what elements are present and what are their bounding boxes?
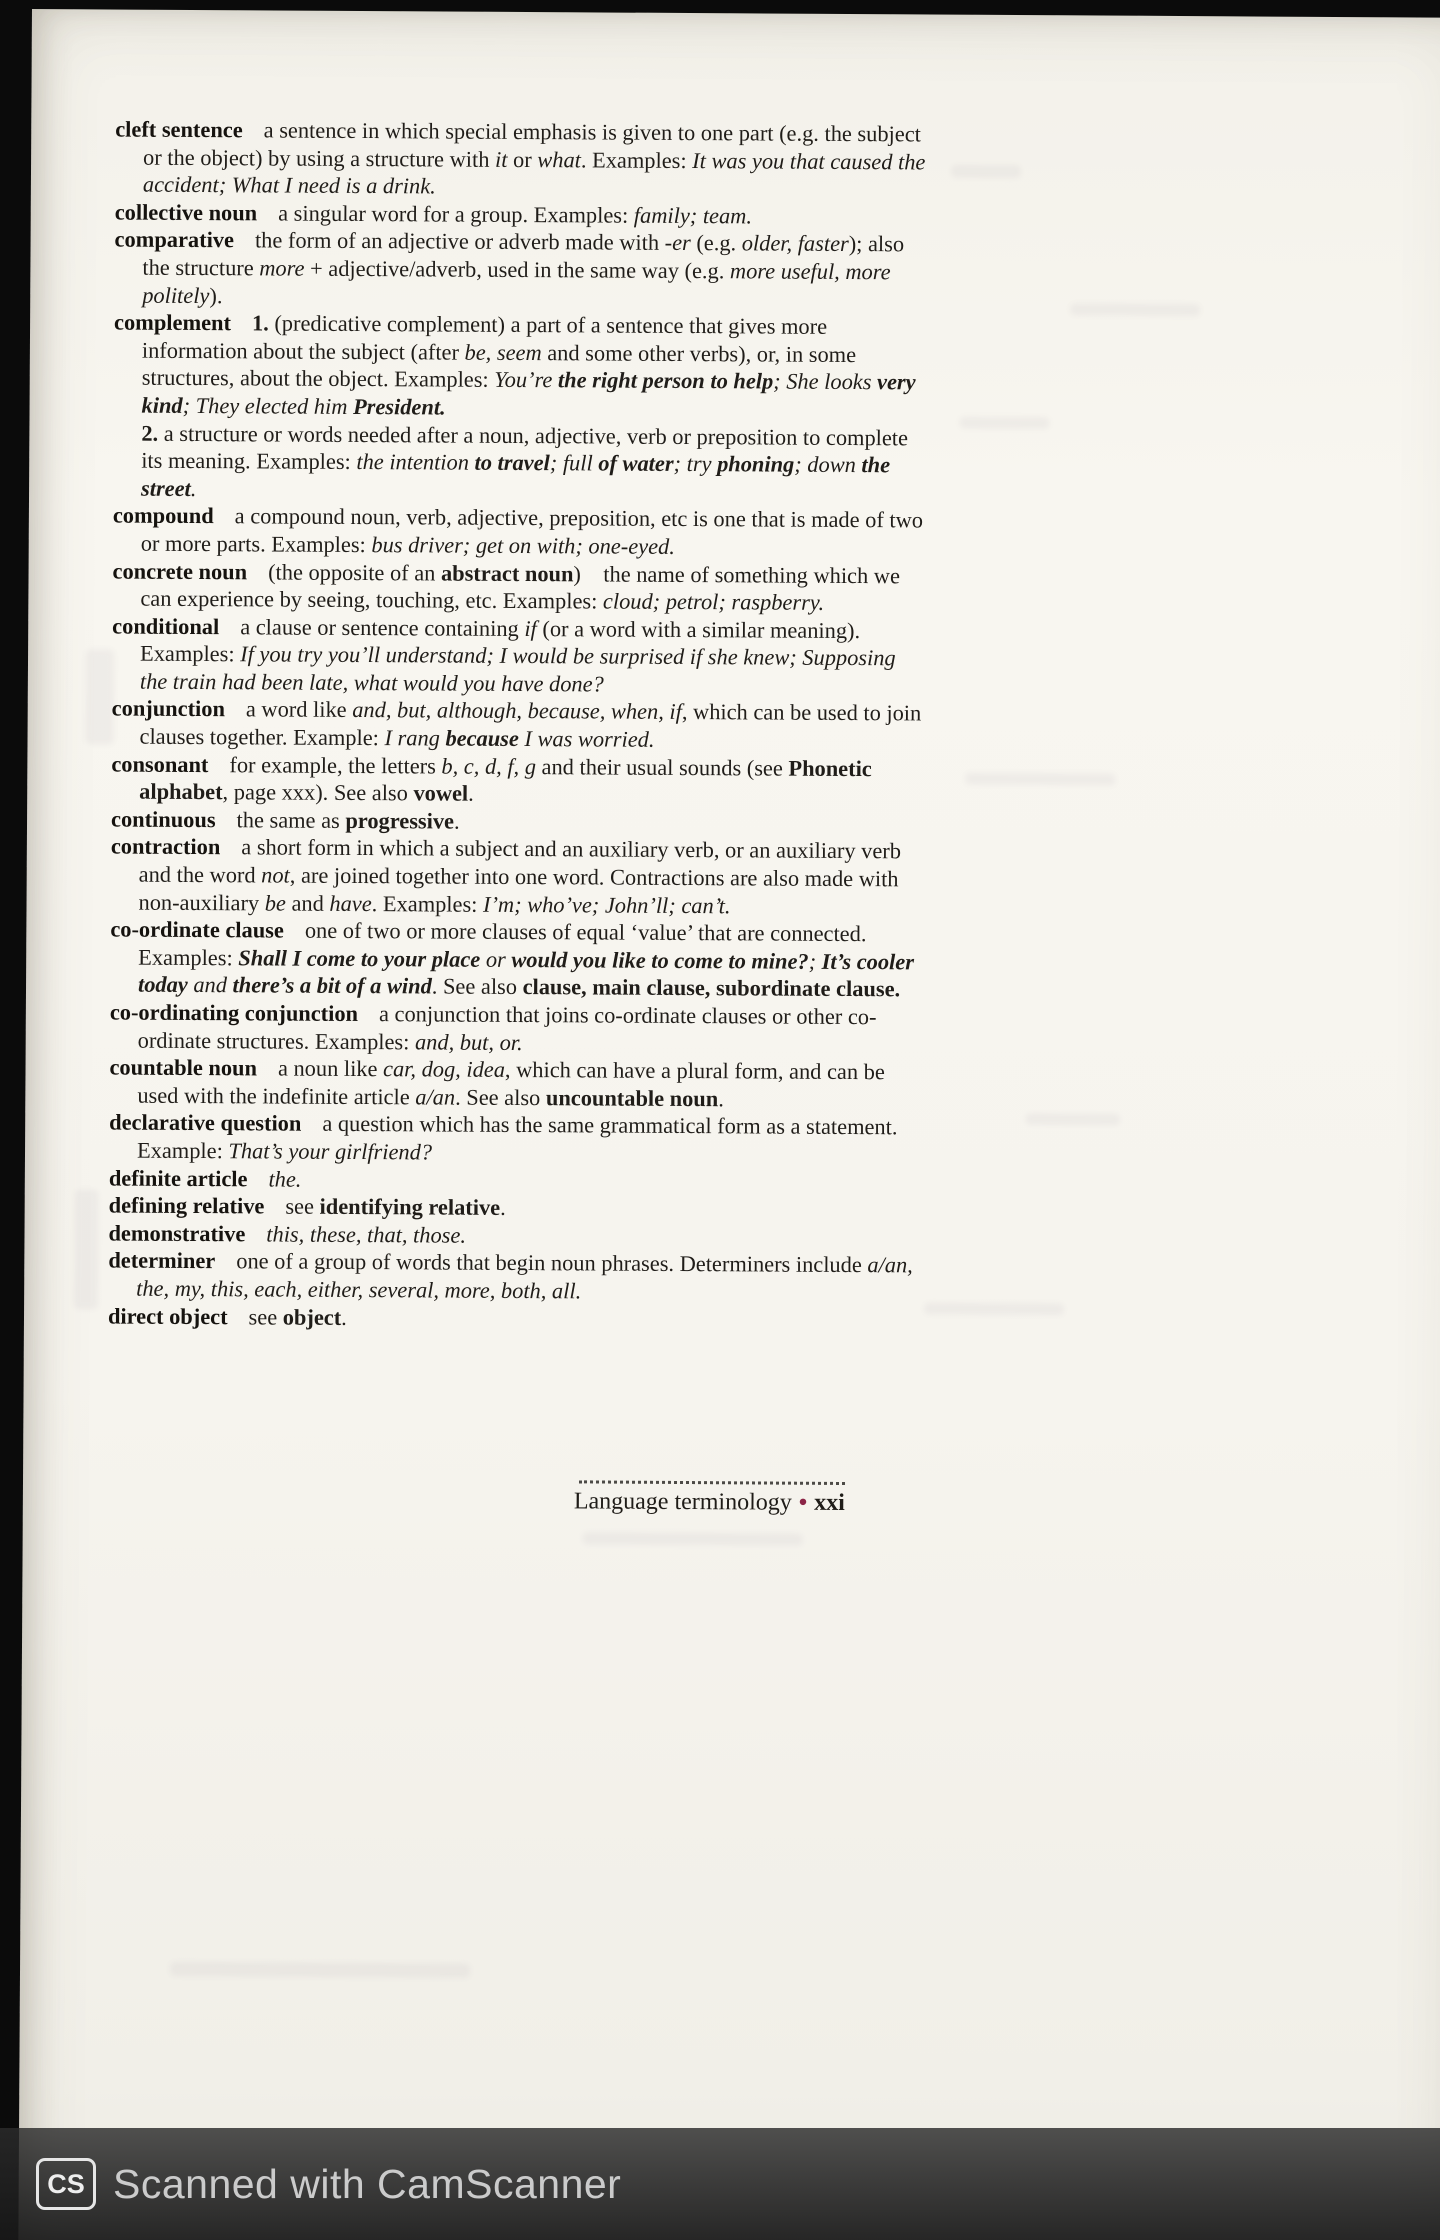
glossary-entry	[110, 916, 922, 1004]
text-run: 2.	[141, 420, 159, 446]
scan-bleed-smudge	[583, 1532, 803, 1545]
page-footer	[521, 1480, 845, 1517]
text-run: or	[480, 946, 512, 972]
text-run: .	[453, 808, 460, 834]
text-run: because	[445, 725, 519, 752]
text-run: and, but, or.	[414, 1028, 523, 1055]
text-run: That’s your girlfriend?	[228, 1138, 433, 1165]
scan-bleed-smudge	[951, 165, 1021, 178]
text-run: a structure or words needed after a noun, adjective, verb or preposition to complete its meaning. Examples:	[141, 420, 909, 475]
text-run: very kind	[141, 369, 916, 418]
text-run: uncountable noun	[545, 1084, 719, 1111]
text-run: a noun like	[277, 1055, 384, 1082]
text-run: , are joined together into one word. Contractions are also made with non-auxiliary	[138, 862, 899, 916]
text-run: , page xxx). See also	[222, 779, 414, 806]
text-run: and, but, although, because, when, if	[352, 697, 682, 725]
glossary-entry	[115, 116, 927, 204]
text-run: for example, the letters	[229, 751, 442, 779]
text-run: .	[500, 1195, 506, 1221]
text-run: not	[261, 862, 290, 888]
footer-section-label: Language terminology	[573, 1488, 792, 1516]
camscanner-logo-text: CS	[47, 2168, 85, 2199]
text-run: ;	[808, 948, 822, 974]
text-run: cloud; petrol; raspberry.	[602, 588, 825, 615]
camscanner-watermark-bar	[0, 2128, 1440, 2240]
glossary-entry	[109, 1054, 921, 1114]
entry-term: co-ordinating conjunction	[109, 999, 359, 1027]
glossary-entry	[114, 226, 926, 314]
text-run: and their usual sounds (see	[535, 753, 789, 781]
footer-dotted-line	[579, 1480, 845, 1485]
text-run: of water	[598, 450, 674, 477]
text-run: this, these, that, those.	[266, 1221, 467, 1248]
entry-first-paragraph	[114, 226, 926, 314]
text-run: if	[524, 615, 537, 641]
glossary-content	[108, 116, 927, 1335]
text-run: (the opposite of an	[268, 558, 442, 586]
text-run: a sentence in which special emphasis is given to one part (e.g. the subject or the object) by using a structure with	[143, 117, 921, 172]
text-run: it	[494, 146, 508, 172]
text-run: ; They elected him	[182, 392, 354, 419]
text-run: would you like to come to mine?	[511, 946, 809, 974]
glossary-entry	[113, 309, 926, 507]
scan-bleed-smudge	[965, 773, 1115, 786]
glossary-entry	[111, 750, 923, 810]
entry-first-paragraph	[111, 750, 923, 810]
footer-text	[521, 1488, 845, 1517]
text-run: object	[282, 1304, 342, 1330]
text-run: , which can have a plural form, and can be used with the indefinite article	[137, 1057, 885, 1110]
scan-bleed-smudge	[86, 649, 115, 744]
entry-term: definite article	[108, 1165, 248, 1191]
entry-first-paragraph	[108, 1192, 921, 1224]
glossary-entry	[110, 998, 922, 1058]
text-run: .	[190, 475, 197, 501]
entry-term: conditional	[112, 613, 220, 639]
footer-bullet: •	[798, 1489, 808, 1516]
glossary-entries	[108, 116, 927, 1335]
entry-term: compound	[112, 502, 214, 529]
text-run: (e.g.	[690, 230, 742, 256]
entry-term: complement	[114, 309, 232, 336]
entry-first-paragraph	[111, 695, 923, 755]
entry-first-paragraph	[112, 502, 925, 562]
scan-bleed-smudge	[1025, 1113, 1120, 1126]
entry-term: comparative	[114, 226, 235, 253]
entry-term: contraction	[110, 833, 221, 860]
text-run: identifying relative	[319, 1193, 501, 1221]
entry-term: conjunction	[111, 695, 226, 722]
text-run: and	[187, 972, 233, 998]
text-run: one of two or more clauses of equal ‘value’ that are connected. Examples:	[138, 917, 867, 971]
text-run: .	[718, 1085, 724, 1112]
glossary-entry	[111, 695, 923, 755]
entry-first-paragraph	[107, 1302, 920, 1334]
entry-first-paragraph	[112, 612, 924, 700]
entry-first-paragraph	[109, 1054, 921, 1114]
entry-first-paragraph	[109, 1109, 921, 1169]
text-run: and	[285, 890, 330, 916]
entry-first-paragraph	[115, 116, 927, 204]
text-run: ); also the structure	[142, 231, 905, 281]
entry-first-paragraph	[114, 309, 926, 424]
text-run: a short form in which a subject and an auxiliary verb, or an auxiliary verb and the word	[138, 834, 902, 888]
entry-term: concrete noun	[112, 558, 248, 584]
text-run: a conjunction that joins co-ordinate clauses or other co-ordinate structures. Examples:	[137, 1001, 877, 1054]
text-run: abstract noun	[440, 560, 574, 586]
entry-first-paragraph	[109, 999, 922, 1059]
text-run: progressive	[345, 807, 455, 834]
text-run: You’re	[494, 367, 559, 393]
text-run: see	[248, 1303, 283, 1330]
text-run: older, faster	[741, 230, 849, 257]
text-run: the right person to help	[557, 367, 774, 394]
camscanner-watermark-text: Scanned with CamScanner	[113, 2160, 622, 2207]
text-run: clause, main clause, subordinate clause.	[522, 974, 901, 1002]
text-run: the street	[141, 452, 891, 501]
text-run: ) the name of something which we can experience by seeing, touching, etc. Examples:	[140, 560, 901, 614]
text-run: a singular word for a group. Examples:	[278, 200, 634, 228]
text-run: -er	[664, 230, 691, 256]
text-run: the.	[268, 1166, 302, 1192]
entry-term: declarative question	[109, 1109, 302, 1137]
text-run: one of a group of words that begin noun phrases. Determiners include	[236, 1248, 868, 1278]
text-run: be	[264, 890, 286, 916]
entry-term: continuous	[110, 806, 216, 832]
scanned-book-page	[18, 9, 1440, 2240]
text-run: ; down	[794, 451, 862, 478]
text-run: . Examples:	[371, 890, 484, 917]
text-run: It was you that caused the accident; What I need is a drink.	[142, 147, 926, 199]
text-run: more	[259, 255, 305, 281]
entry-term: cleft sentence	[115, 116, 243, 143]
text-run: bus driver; get on with; one-eyed.	[371, 531, 675, 559]
text-run: a/an, the, my, this, each, either, several, more, both, all.	[136, 1252, 913, 1304]
entry-term: determiner	[108, 1247, 216, 1274]
text-run: see	[285, 1193, 320, 1219]
text-run: I’m; who’ve; John’ll; can’t.	[482, 891, 731, 918]
text-run: . See also	[431, 973, 523, 1000]
text-run: or	[507, 146, 538, 172]
entry-first-paragraph	[112, 557, 924, 617]
entry-term: defining relative	[108, 1192, 265, 1219]
text-run: have	[329, 890, 372, 916]
text-run: family; team.	[633, 202, 753, 229]
text-run: .	[468, 780, 474, 806]
text-run: a word like	[245, 696, 353, 723]
text-run: ; full	[549, 450, 599, 476]
text-run: President.	[352, 393, 446, 420]
text-run: Shall I come to your place	[238, 945, 481, 972]
glossary-entry	[108, 1302, 920, 1335]
text-run: Phonetic alphabet	[139, 755, 872, 805]
footer-page-number: xxi	[814, 1489, 845, 1516]
entry-continuation-paragraph	[141, 419, 925, 507]
text-run: and some other verbs), or, in some structures, about the object. Examples:	[141, 339, 857, 393]
text-run: the intention	[356, 449, 475, 475]
glossary-entry	[109, 1109, 921, 1169]
entry-term: co-ordinate clause	[110, 916, 284, 943]
scan-bleed-smudge	[959, 417, 1049, 430]
text-run: + adjective/adverb, used in the same way (e.g.	[304, 255, 731, 284]
text-run: more useful, more politely	[142, 258, 891, 308]
glossary-entry	[112, 557, 924, 617]
text-run: I rang	[384, 725, 446, 751]
glossary-entry	[110, 833, 922, 921]
text-run: car, dog, idea	[383, 1056, 506, 1083]
text-run: . See also	[455, 1084, 546, 1110]
text-run: (predicative complement) a part of a sentence that gives more information about the subject (after	[141, 310, 828, 365]
text-run: the form of an adjective or adverb made with	[254, 227, 665, 256]
text-run: a/an	[415, 1084, 456, 1110]
text-run: ; try	[673, 451, 718, 477]
text-run: I was worried.	[518, 726, 655, 752]
entry-term: consonant	[111, 751, 209, 777]
text-run: there’s a bit of a wind	[232, 972, 432, 999]
glossary-entry	[112, 612, 924, 700]
text-run: a question which has the same grammatical form as a statement. Example:	[136, 1111, 898, 1164]
text-run: 1.	[251, 310, 269, 336]
glossary-entry	[113, 502, 925, 562]
text-run: .	[341, 1304, 347, 1330]
text-run: what	[537, 146, 581, 172]
text-run: , which can be used to join clauses together. Example:	[139, 699, 922, 751]
entry-term: collective noun	[114, 199, 258, 226]
text-run: be, seem	[464, 339, 542, 365]
text-run: b, c, d, f, g	[441, 753, 537, 779]
text-run: It’s cooler today	[137, 948, 915, 998]
scan-bleed-smudge	[1070, 303, 1200, 316]
scan-bleed-smudge	[74, 1189, 99, 1309]
entry-first-paragraph	[110, 833, 922, 921]
entry-first-paragraph	[110, 916, 922, 1004]
text-run: vowel	[413, 780, 469, 806]
scan-bleed-smudge	[924, 1302, 1064, 1315]
scan-bleed-smudge	[170, 1962, 470, 1978]
text-run: a compound noun, verb, adjective, preposition, etc is one that is made of two or more parts. Examples:	[140, 503, 924, 557]
text-run: ).	[209, 282, 223, 308]
entry-term: demonstrative	[108, 1220, 246, 1247]
camscanner-logo-icon	[36, 2158, 96, 2210]
entry-term: countable noun	[109, 1054, 258, 1081]
text-run: phoning	[717, 451, 795, 477]
text-run: If you try you’ll understand; I would be surprised if she knew; Supposing the train had been late, what would you have done?	[139, 641, 896, 697]
text-run: ; She looks	[773, 368, 878, 395]
text-run: (or a word with a similar meaning). Examples:	[139, 615, 861, 667]
text-run: the same as	[236, 807, 346, 833]
entry-first-paragraph	[108, 1247, 920, 1307]
text-run: to travel	[474, 449, 550, 476]
text-run: a clause or sentence containing	[240, 613, 525, 641]
text-run: . Examples:	[580, 146, 693, 173]
glossary-entry	[108, 1247, 920, 1307]
entry-term: direct object	[107, 1303, 228, 1329]
